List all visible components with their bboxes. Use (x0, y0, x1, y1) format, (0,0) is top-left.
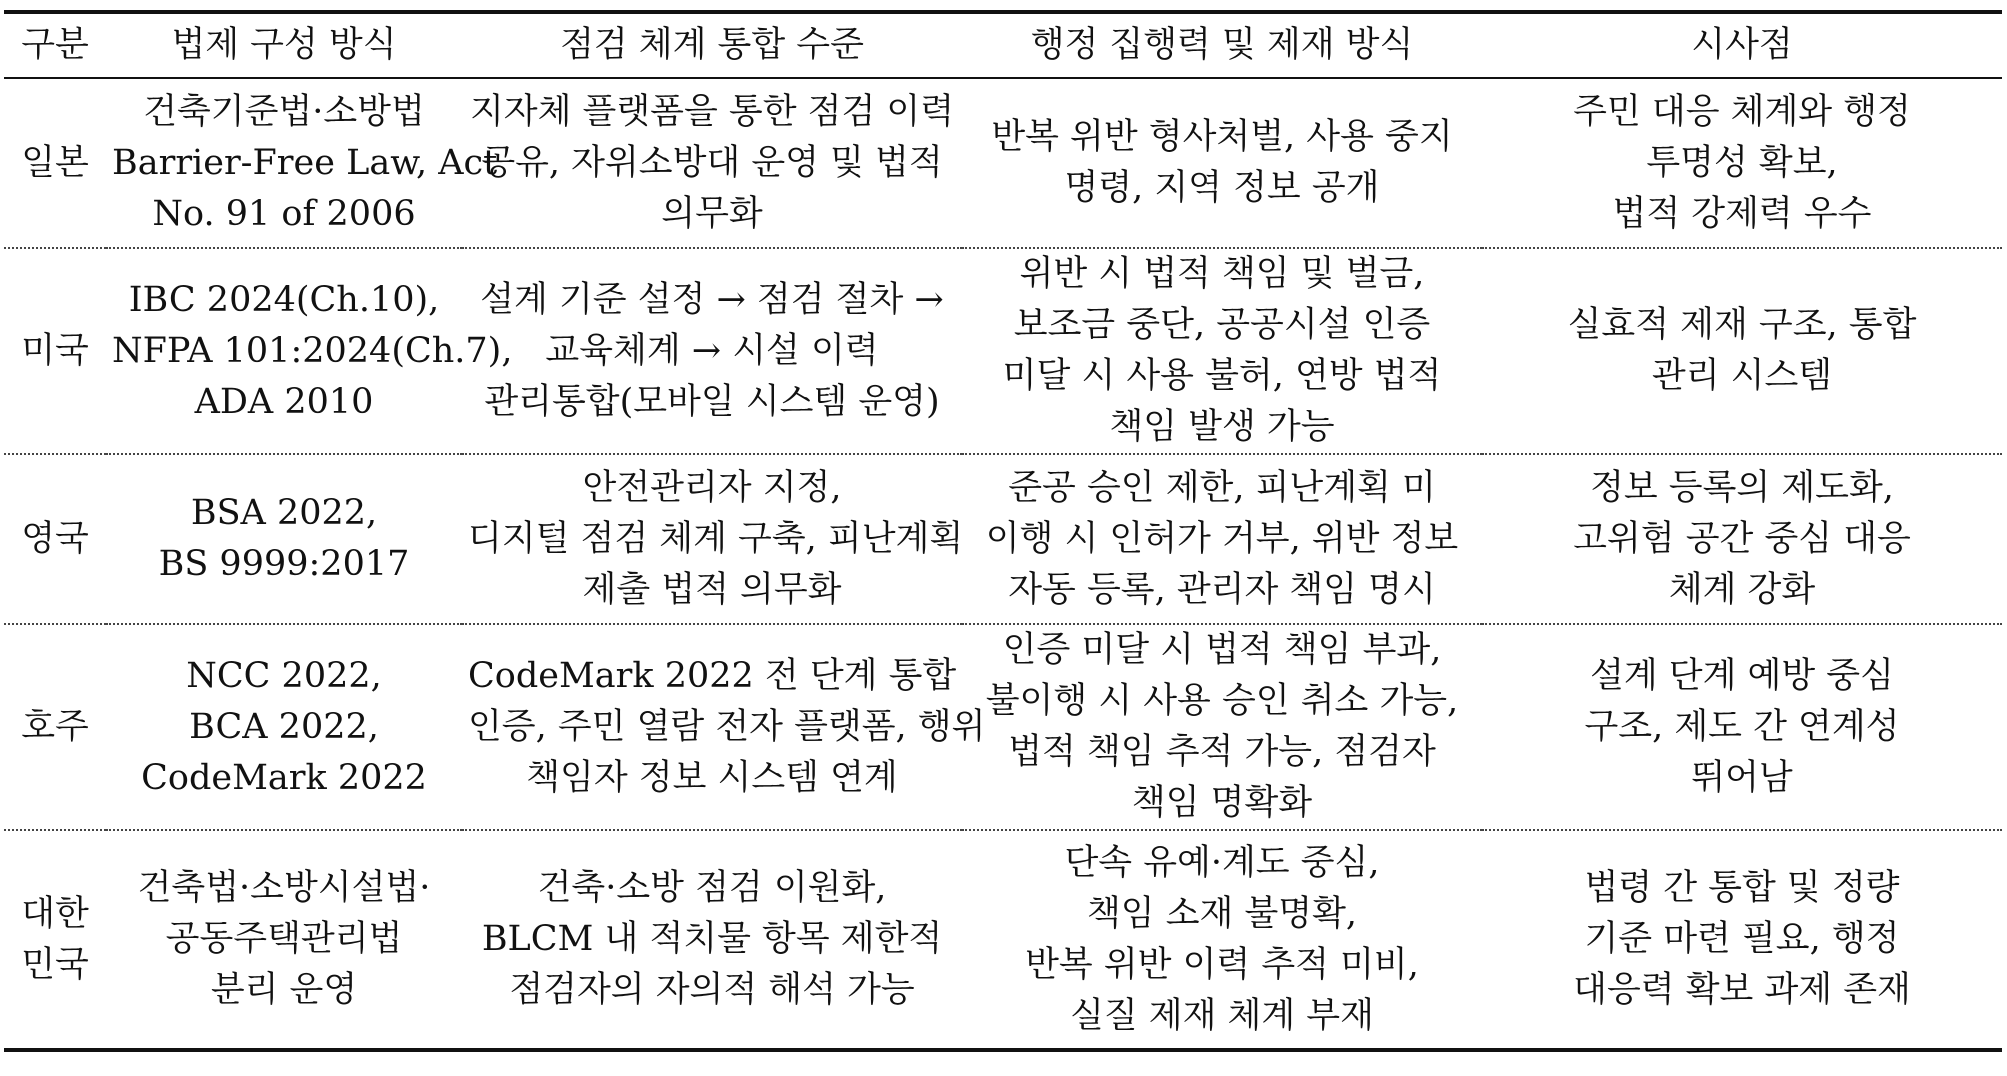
header-integration: 점검 체계 통합 수준 (462, 12, 962, 78)
cell-line: 미달 시 사용 불허, 연방 법적 (1002, 356, 1442, 396)
cell-line: 건축법·소방시설법· (137, 868, 431, 908)
law-cell (106, 78, 498, 248)
cell-line: 일본 (21, 142, 89, 183)
integration-cell (462, 454, 962, 624)
cell-line: 영국 (21, 518, 89, 559)
cell-line: 책임 발생 가능 (1109, 407, 1335, 447)
header-implication: 시사점 (1482, 12, 2002, 78)
cell-line: 대한 (21, 893, 89, 934)
table-row (4, 78, 2002, 248)
cell-line: BCA 2022, (189, 706, 379, 747)
cell-line: 설계 단계 예방 중심 (1590, 655, 1894, 696)
cell-line: 기준 마련 필요, 행정 (1584, 919, 1900, 959)
cell-line: CodeMark 2022 (141, 757, 427, 798)
cell-line: 명령, 지역 정보 공개 (1064, 168, 1380, 208)
cell-line: 불이행 시 사용 승인 취소 가능, (985, 681, 1459, 721)
cell-line: 대응력 확보 과제 존재 (1573, 970, 1911, 1010)
country-cell (4, 248, 106, 454)
enforcement-cell (962, 454, 1482, 624)
cell-line: 뛰어남 (1691, 757, 1793, 798)
enforcement-cell (962, 624, 1482, 830)
country-cell (4, 78, 106, 248)
integration-cell (462, 248, 962, 454)
cell-line: 책임 소재 불명확, (1086, 893, 1358, 934)
law-cell (106, 454, 462, 624)
comparison-table (4, 10, 2002, 1052)
cell-line: 반복 위반 형사처벌, 사용 중지 (991, 117, 1453, 157)
cell-line: NFPA 101:2024(Ch.7), (112, 330, 513, 371)
cell-line: BLCM 내 적치물 항목 제한적 (481, 919, 943, 959)
cell-line: 건축기준법·소방법 (143, 91, 425, 132)
implication-cell (1482, 248, 2002, 454)
country-cell (4, 830, 106, 1050)
law-cell (106, 830, 462, 1050)
integration-cell (462, 830, 962, 1050)
integration-cell (462, 624, 986, 830)
cell-line: 설계 기준 설정 → 점검 절차 → (480, 279, 944, 320)
cell-line: No. 91 of 2006 (152, 193, 416, 234)
cell-line: 주민 대응 체계와 행정 (1573, 91, 1911, 132)
cell-line: 책임자 정보 시스템 연계 (526, 757, 898, 798)
cell-line: 실효적 제재 구조, 통합 (1567, 305, 1917, 345)
cell-line: 준공 승인 제한, 피난계획 미 (1008, 467, 1436, 508)
cell-line: 관리통합(모바일 시스템 운영) (484, 381, 940, 422)
cell-line: 디지털 점검 체계 구축, 피난계획 (468, 518, 964, 559)
cell-line: 관리 시스템 (1651, 356, 1833, 396)
cell-line: 제출 법적 의무화 (582, 569, 842, 610)
cell-line: 법령 간 통합 및 정량 (1584, 868, 1900, 908)
table-row (4, 624, 2002, 830)
cell-line: BSA 2022, (190, 493, 378, 533)
law-cell (106, 248, 513, 454)
cell-line: 호주 (21, 706, 89, 747)
cell-line: 투명성 확보, (1646, 142, 1838, 183)
cell-line: 건축·소방 점검 이원화, (537, 868, 887, 908)
cell-line: Barrier-Free Law, Act (112, 142, 498, 183)
header-row (4, 12, 2002, 78)
cell-line: 미국 (21, 330, 89, 371)
cell-line: 단속 유예·계도 중심, (1064, 842, 1380, 883)
cell-line: 인증, 주민 열람 전자 플랫폼, 행위 (468, 706, 986, 747)
cell-line: 공유, 자위소방대 운영 및 법적 (481, 142, 943, 183)
cell-line: 정보 등록의 제도화, (1590, 467, 1894, 508)
cell-line: CodeMark 2022 전 단계 통합 (468, 655, 957, 696)
enforcement-cell (962, 248, 1482, 454)
table-row (4, 830, 2002, 1050)
implication-cell (1482, 78, 2002, 248)
cell-line: 법적 강제력 우수 (1612, 193, 1872, 234)
cell-line: 점검자의 자의적 해석 가능 (509, 970, 915, 1010)
cell-line: 고위험 공간 중심 대응 (1573, 518, 1911, 559)
cell-line: BS 9999:2017 (158, 544, 410, 584)
cell-line: 자동 등록, 관리자 책임 명시 (1008, 569, 1436, 610)
table-row (4, 248, 2002, 454)
cell-line: 인증 미달 시 법적 책임 부과, (1002, 630, 1442, 670)
cell-line: 반복 위반 이력 추적 미비, (1025, 944, 1419, 985)
cell-line: 구조, 제도 간 연계성 (1584, 706, 1900, 747)
cell-line: 위반 시 법적 책임 및 벌금, (1019, 254, 1425, 294)
cell-line: 보조금 중단, 공공시설 인증 (1013, 305, 1431, 345)
enforcement-cell (962, 830, 1482, 1050)
table-row (4, 454, 2002, 624)
implication-cell (1482, 624, 2002, 830)
cell-line: 체계 강화 (1668, 569, 1816, 610)
law-cell (106, 624, 462, 830)
enforcement-cell (962, 78, 1482, 248)
cell-line: NCC 2022, (186, 655, 382, 696)
country-cell (4, 454, 106, 624)
cell-line: 실질 제재 체계 부재 (1070, 995, 1374, 1036)
cell-line: 법적 책임 추적 가능, 점검자 (1008, 732, 1436, 772)
cell-line: ADA 2010 (194, 381, 374, 422)
cell-line: IBC 2024(Ch.10), (128, 279, 440, 320)
header-enforcement: 행정 집행력 및 제재 방식 (962, 12, 1482, 78)
cell-line: 이행 시 인허가 거부, 위반 정보 (985, 518, 1459, 559)
cell-line: 의무화 (661, 193, 763, 234)
cell-line: 공동주택관리법 (165, 919, 403, 959)
country-cell (4, 624, 106, 830)
cell-line: 교육체계 → 시설 이력 (545, 330, 879, 371)
cell-line: 지자체 플랫폼을 통한 점검 이력 (469, 91, 955, 132)
implication-cell (1482, 454, 2002, 624)
implication-cell (1482, 830, 2002, 1050)
cell-line: 안전관리자 지정, (582, 467, 842, 508)
cell-line: 분리 운영 (210, 970, 358, 1010)
cell-line: 민국 (21, 944, 89, 985)
cell-line: 책임 명확화 (1131, 783, 1313, 823)
integration-cell (462, 78, 962, 248)
header-law: 법제 구성 방식 (106, 12, 462, 78)
header-country: 구분 (4, 12, 106, 78)
